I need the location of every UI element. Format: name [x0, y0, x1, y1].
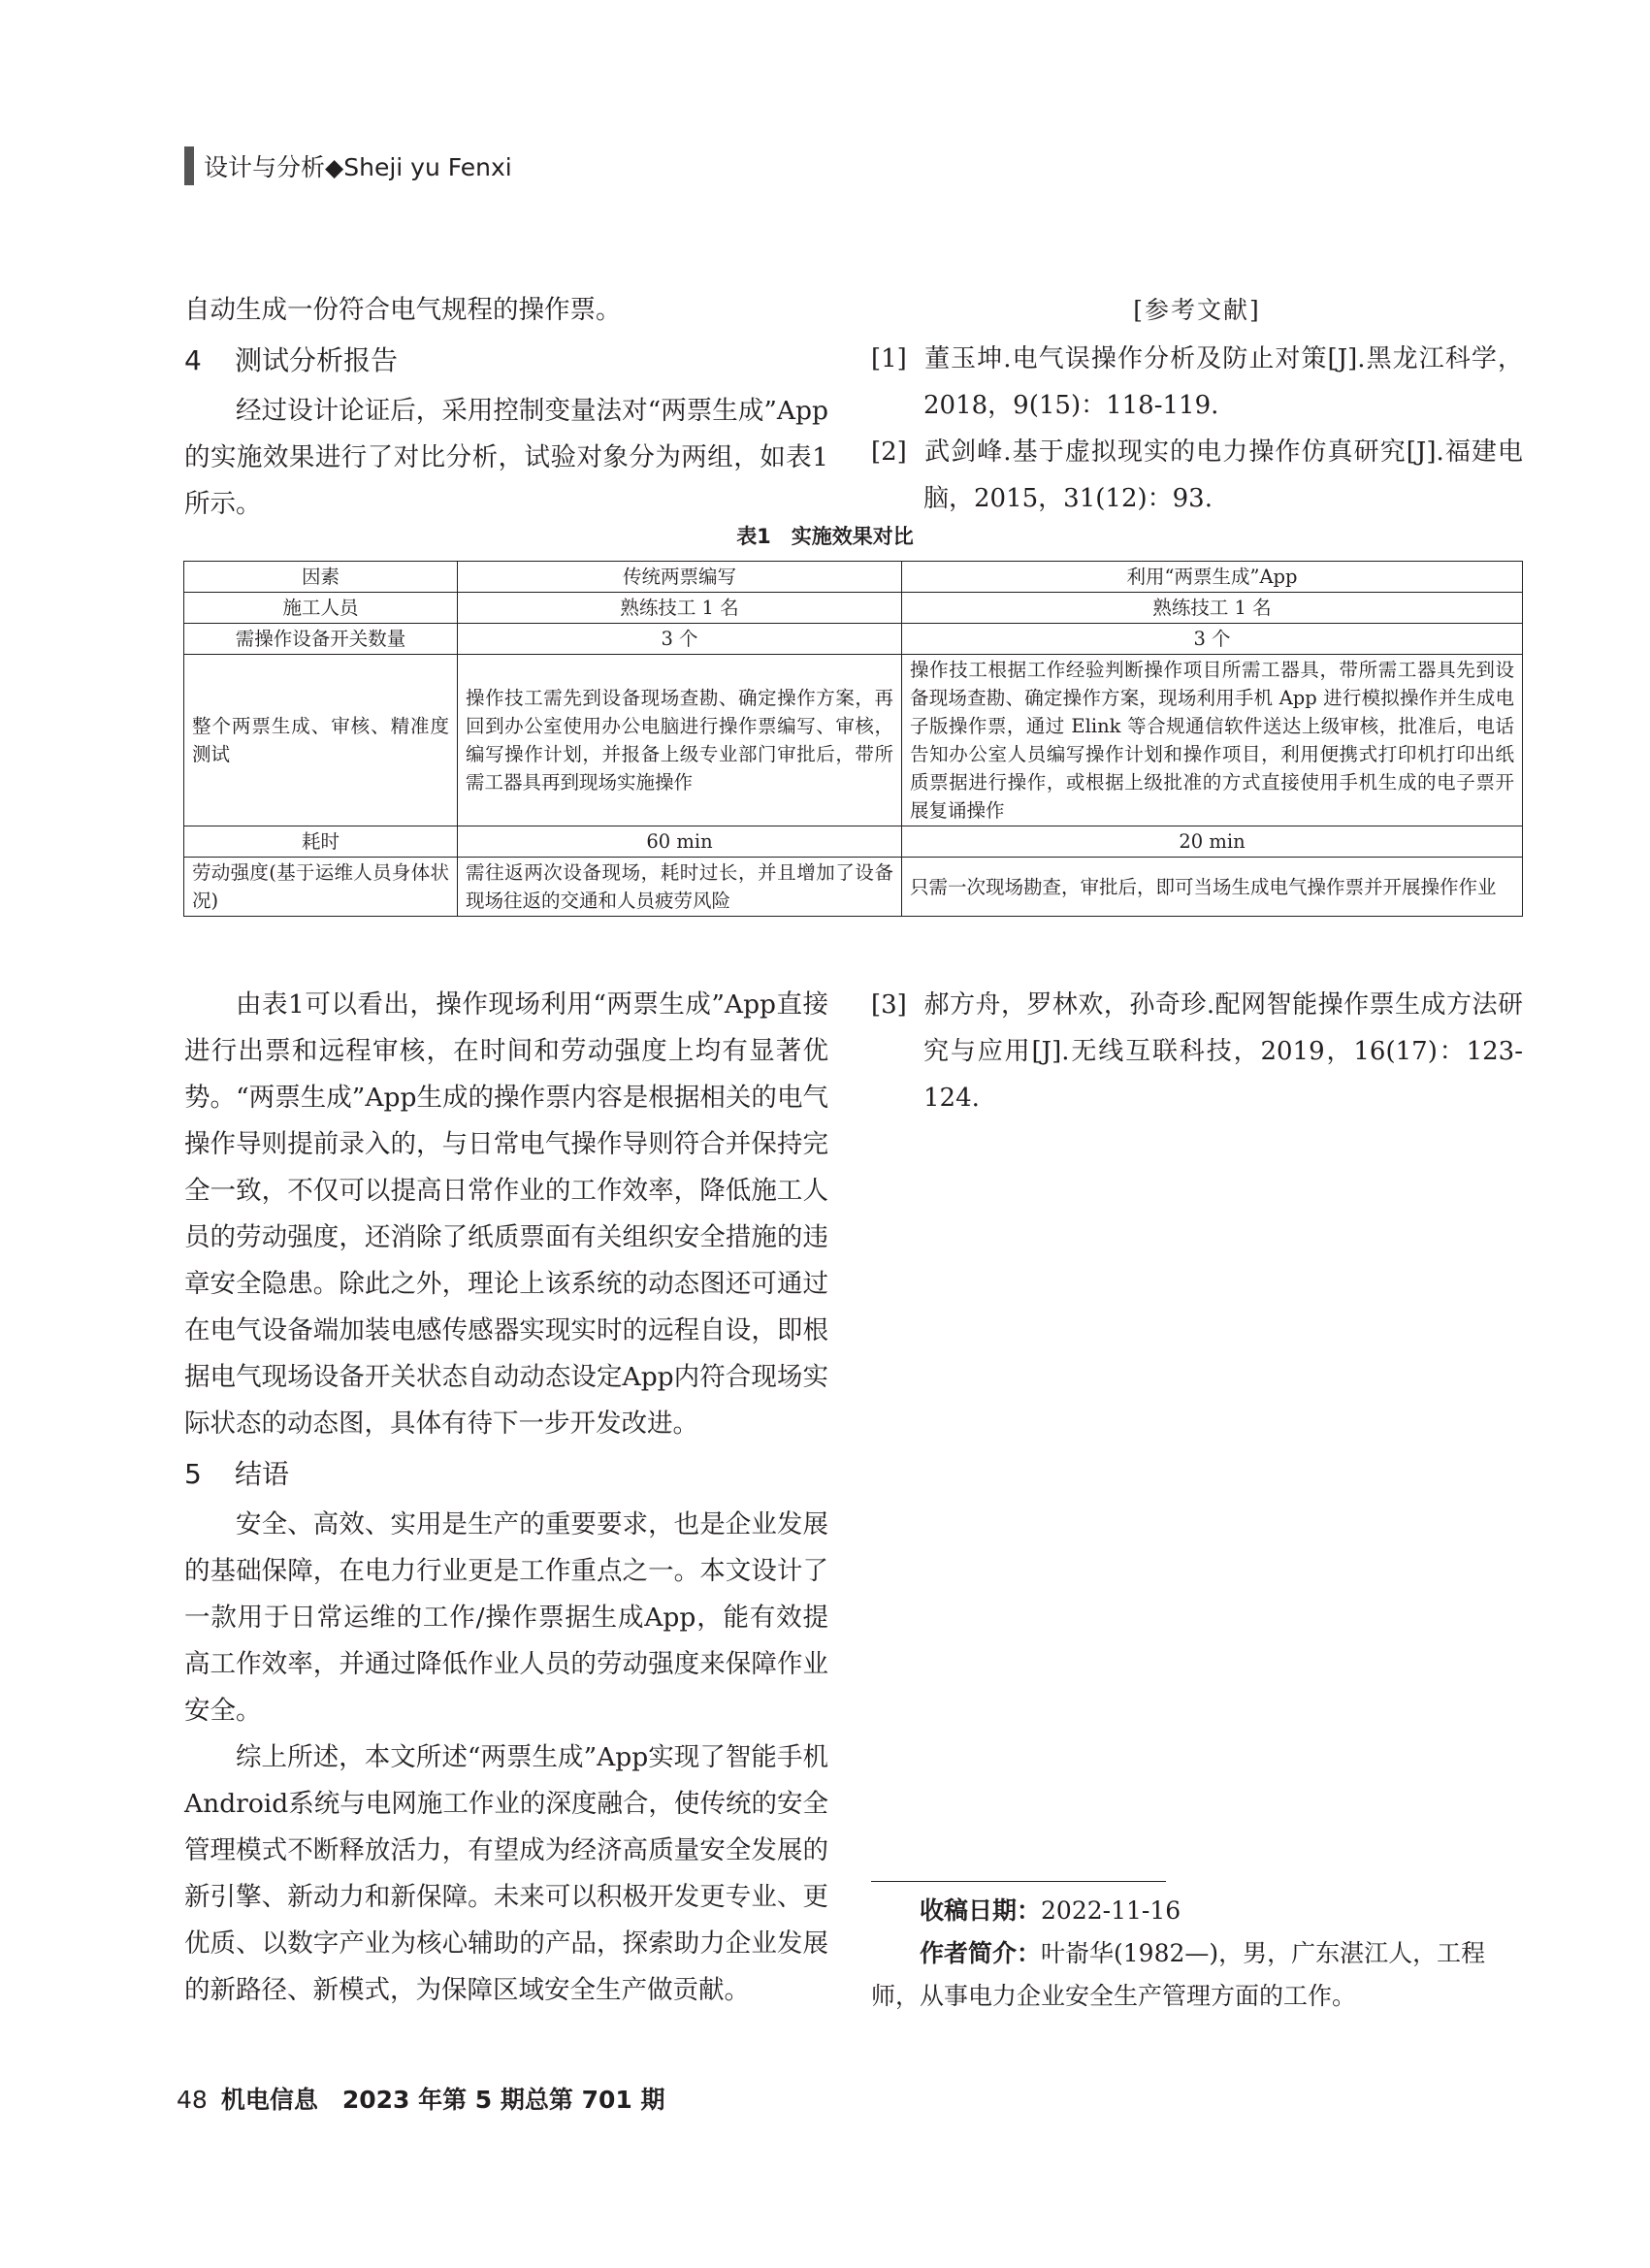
table-cell: 3 个 — [458, 624, 902, 655]
reference-text: 武剑峰.基于虚拟现实的电力操作仿真研究[J].福建电脑，2015，31(12)：93. — [923, 437, 1523, 513]
table-row — [184, 826, 1523, 858]
table-cell: 只需一次现场勘查，审批后，即可当场生成电气操作票并开展操作作业 — [902, 858, 1523, 917]
author-label: 作者简介： — [920, 1939, 1042, 1967]
table-caption: 表1 实施效果对比 — [736, 525, 914, 548]
table-header-cell: 因素 — [184, 562, 458, 593]
section-heading-4 — [184, 338, 828, 384]
table-row — [184, 858, 1523, 917]
footnotes — [871, 1890, 1523, 2018]
table-cell: 3 个 — [902, 624, 1523, 655]
section-title: 测试分析报告 — [235, 344, 399, 376]
header-bar — [184, 146, 194, 185]
table-cell: 需操作设备开关数量 — [184, 624, 458, 655]
reference-index: [1] — [871, 344, 907, 373]
reference-item — [871, 429, 1523, 522]
journal-info: 机电信息 2023 年第 5 期总第 701 期 — [220, 2086, 665, 2114]
paragraph: 综上所述，本文所述“两票生成”App实现了智能手机Android系统与电网施工作业的深度融合，使传统的安全管理模式不断释放活力，有望成为经济高质量安全发展的新引擎、新动力和新保障。未来可以积极开发更专业、更优质、以数字产业为核心辅助的产品，探索助力企业发展的新路径、新模式，为保障区域安全生产做贡献。 — [184, 1742, 828, 2005]
table-header-cell: 传统两票编写 — [458, 562, 902, 593]
table-cell: 整个两票生成、审核、精准度测试 — [184, 655, 458, 826]
paragraph: 由表1可以看出，操作现场利用“两票生成”App直接进行出票和远程审核，在时间和劳动强度上均有显著优势。“两票生成”App生成的操作票内容是根据相关的电气操作导则提前录入的，与日常电气操作导则符合并保持完全一致，不仅可以提高日常作业的工作效率，降低施工人员的劳动强度，还消除了纸质票面有关组织安全措施的违章安全隐患。除此之外，理论上该系统的动态图还可通过在电气设备端加装电感传感器实现实时的远程自设，即根据电气现场设备开关状态自动动态设定App内符合现场实际状态的动态图，具体有待下一步开发改进。 — [184, 989, 828, 1439]
table-cell: 操作技工需先到设备现场查勘、确定操作方案，再回到办公室使用办公电脑进行操作票编写、审核，编写操作计划，并报备上级专业部门审批后，带所需工器具再到现场实施操作 — [458, 655, 902, 826]
table-cell: 劳动强度(基于运维人员身体状况) — [184, 858, 458, 917]
reference-text: 郝方舟，罗林欢，孙奇珍.配网智能操作票生成方法研究与应用[J].无线互联科技，2019，16(17)：123-124. — [923, 990, 1523, 1113]
author-bio — [871, 1932, 1523, 2018]
paragraph: 自动生成一份符合电气规程的操作票。 — [184, 295, 622, 325]
reference-text: 董玉坤.电气误操作分析及防止对策[J].黑龙江科学，2018，9(15)：118-119. — [923, 344, 1523, 420]
footnote-rule — [871, 1881, 1166, 1882]
table-cell: 20 min — [902, 826, 1523, 858]
section-heading-5 — [184, 1451, 828, 1498]
table-row — [184, 624, 1523, 655]
reference-item — [871, 336, 1523, 429]
header-text: 设计与分析◆Sheji yu Fenxi — [204, 153, 512, 181]
received-label: 收稿日期： — [920, 1896, 1042, 1925]
table-cell: 操作技工根据工作经验判断操作项目所需工器具，带所需工器具先到设备现场查勘、确定操作方案，现场利用手机 App 进行模拟操作并生成电子版操作票，通过 Elink 等合规通信软件送达上级审核，批准后，电话告知办公室人员编写操作计划和操作项目，利用便携式打印机打印出纸质票据进行操作，或根据上级批准的方式直接使用手机生成的电子票开展复诵操作 — [902, 655, 1523, 826]
table-cell: 60 min — [458, 826, 902, 858]
running-header — [184, 146, 512, 186]
table-cell: 施工人员 — [184, 593, 458, 624]
table-cell: 耗时 — [184, 826, 458, 858]
left-column-top — [184, 287, 828, 528]
received-value: 2022-11-16 — [1041, 1896, 1181, 1925]
table-cell: 熟练技工 1 名 — [458, 593, 902, 624]
table-row — [184, 655, 1523, 826]
paragraph: 经过设计论证后，采用控制变量法对“两票生成”App的实施效果进行了对比分析，试验对象分为两组，如表1所示。 — [184, 396, 828, 519]
page-number: 48 — [177, 2086, 208, 2114]
reference-index: [3] — [871, 990, 907, 1020]
table-row — [184, 593, 1523, 624]
references-block — [871, 287, 1523, 522]
reference-index: [2] — [871, 437, 907, 467]
comparison-table — [183, 561, 1523, 917]
table-header-cell: 利用“两票生成”App — [902, 562, 1523, 593]
section-number: 5 — [184, 1458, 202, 1490]
received-date — [871, 1890, 1523, 1932]
reference-item — [871, 982, 1523, 1121]
left-column-bottom — [184, 982, 828, 2014]
references-title: [参考文献] — [1133, 296, 1261, 324]
table-cell: 熟练技工 1 名 — [902, 593, 1523, 624]
page-footer — [177, 2081, 665, 2116]
table-cell: 需往返两次设备现场，耗时过长，并且增加了设备现场往返的交通和人员疲劳风险 — [458, 858, 902, 917]
author-value: 叶嵛华(1982—)，男，广东湛江人，工程师，从事电力企业安全生产管理方面的工作。 — [871, 1939, 1486, 2010]
paragraph: 安全、高效、实用是生产的重要要求，也是企业发展的基础保障，在电力行业更是工作重点之一。本文设计了一款用于日常运维的工作/操作票据生成App，能有效提高工作效率，并通过降低作业人员的劳动强度来保障作业安全。 — [184, 1509, 828, 1726]
section-title: 结语 — [235, 1458, 290, 1490]
section-number: 4 — [184, 344, 202, 376]
table-header-row — [184, 562, 1523, 593]
references-block-continued — [871, 982, 1523, 1121]
